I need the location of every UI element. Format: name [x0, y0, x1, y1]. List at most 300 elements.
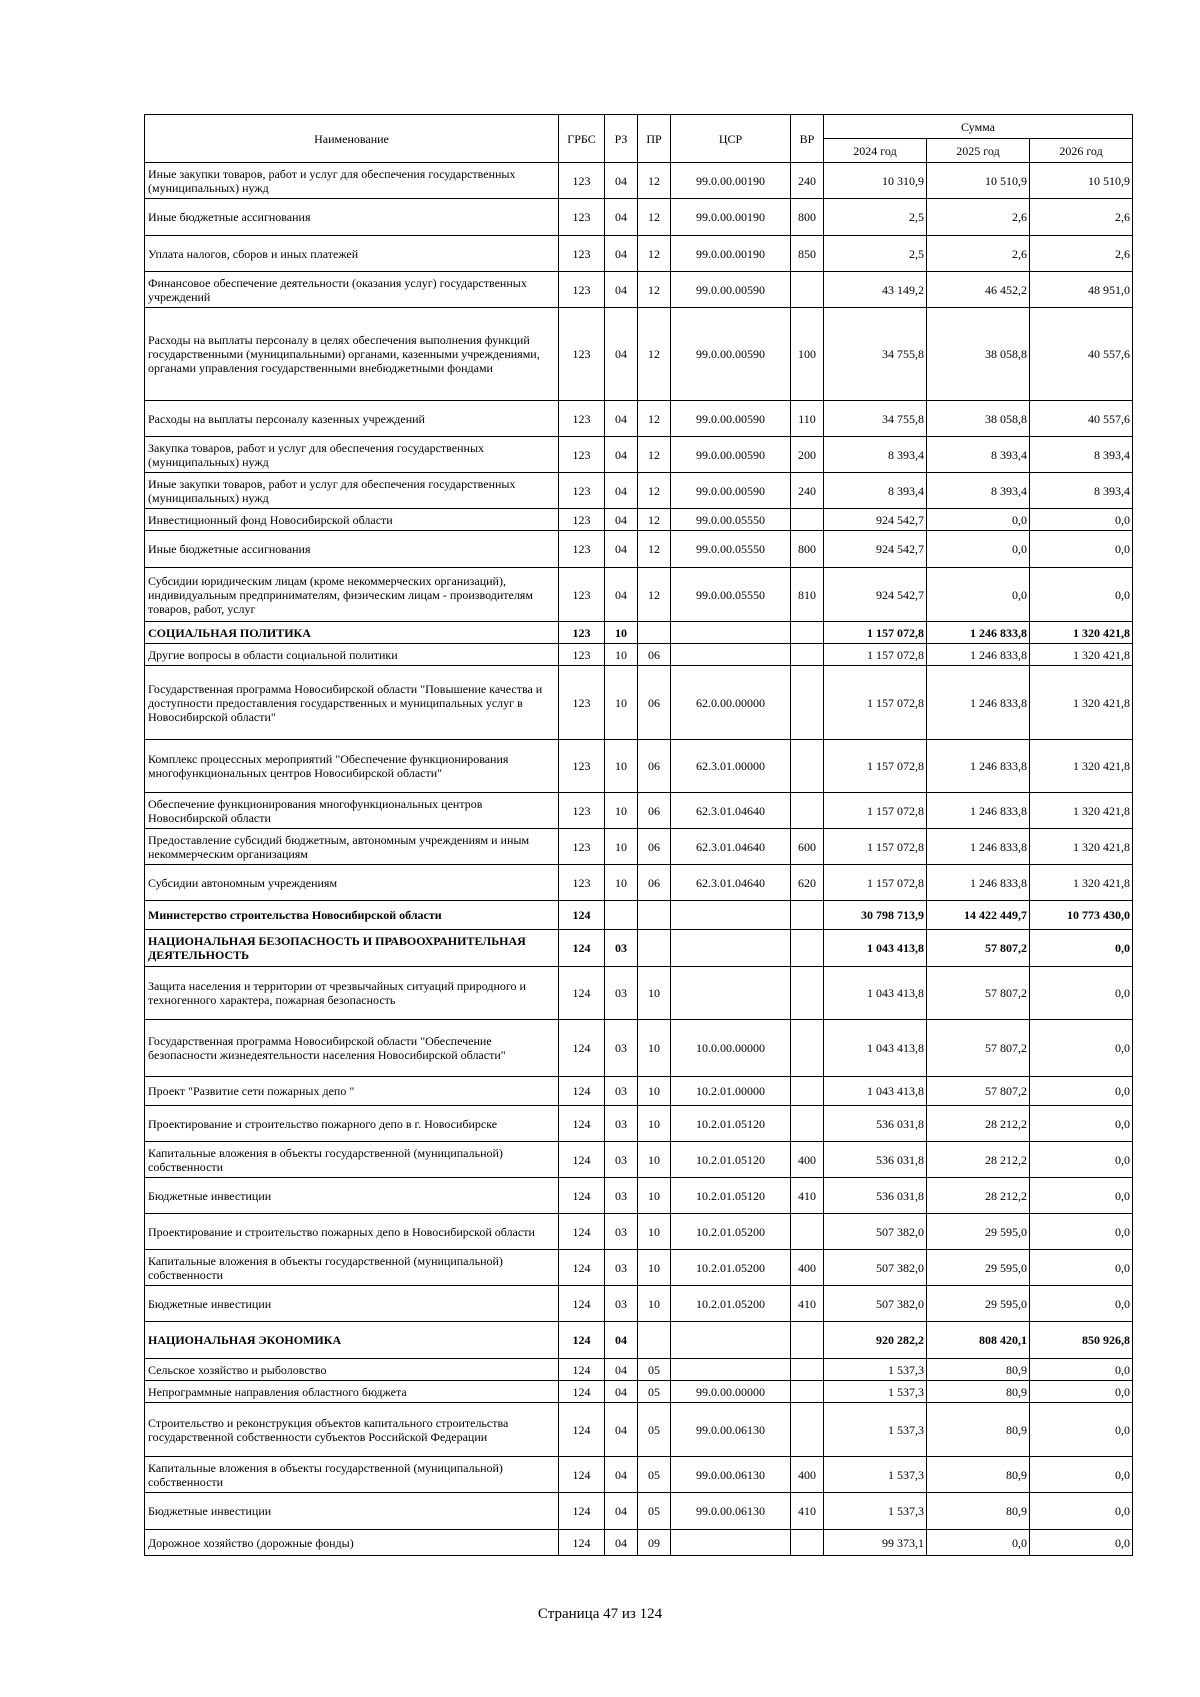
cell-name: Капитальные вложения в объекты государственной (муниципальной) собственности [145, 1457, 559, 1493]
cell-csr: 99.0.00.06130 [671, 1493, 791, 1530]
cell-s2024: 1 043 413,8 [824, 967, 927, 1020]
cell-s2024: 507 382,0 [824, 1214, 927, 1250]
cell-csr: 10.2.01.05120 [671, 1106, 791, 1142]
cell-s2026: 8 393,4 [1030, 437, 1133, 473]
cell-vr: 400 [791, 1250, 824, 1286]
cell-s2025: 80,9 [927, 1359, 1030, 1381]
cell-pr: 06 [638, 666, 671, 740]
cell-name: Бюджетные инвестиции [145, 1178, 559, 1214]
cell-pr: 10 [638, 1106, 671, 1142]
cell-s2025: 808 420,1 [927, 1322, 1030, 1359]
cell-rz: 10 [605, 622, 638, 644]
cell-s2026: 0,0 [1030, 509, 1133, 531]
table-row [145, 622, 1133, 644]
header-grbs: ГРБС [559, 115, 605, 163]
cell-name: Обеспечение функционирования многофункциональных центров Новосибирской области [145, 793, 559, 829]
cell-vr: 240 [791, 163, 824, 199]
cell-grbs: 124 [559, 1020, 605, 1077]
cell-s2025: 1 246 833,8 [927, 829, 1030, 865]
cell-s2025: 28 212,2 [927, 1178, 1030, 1214]
cell-s2025: 80,9 [927, 1403, 1030, 1457]
cell-s2025: 2,6 [927, 199, 1030, 236]
cell-s2026: 1 320 421,8 [1030, 865, 1133, 901]
cell-grbs: 124 [559, 1493, 605, 1530]
cell-csr: 99.0.00.06130 [671, 1403, 791, 1457]
cell-name: Проектирование и строительство пожарного депо в г. Новосибирске [145, 1106, 559, 1142]
cell-vr [791, 1106, 824, 1142]
cell-s2025: 80,9 [927, 1381, 1030, 1403]
header-year-2026: 2026 год [1030, 139, 1133, 163]
cell-csr: 10.2.01.05120 [671, 1178, 791, 1214]
cell-s2026: 2,6 [1030, 199, 1133, 236]
cell-name: Комплекс процессных мероприятий "Обеспечение функционирования многофункциональных центров Новосибирской области" [145, 740, 559, 793]
cell-s2024: 99 373,1 [824, 1530, 927, 1556]
cell-s2024: 1 157 072,8 [824, 740, 927, 793]
cell-s2025: 1 246 833,8 [927, 740, 1030, 793]
cell-s2024: 1 043 413,8 [824, 1077, 927, 1106]
cell-s2026: 48 951,0 [1030, 272, 1133, 308]
cell-vr [791, 1322, 824, 1359]
cell-s2025: 0,0 [927, 531, 1030, 568]
cell-csr: 99.0.00.00190 [671, 163, 791, 199]
cell-csr [671, 901, 791, 930]
cell-vr: 810 [791, 568, 824, 622]
cell-name: Министерство строительства Новосибирской области [145, 901, 559, 930]
cell-vr: 410 [791, 1286, 824, 1322]
cell-s2024: 8 393,4 [824, 437, 927, 473]
cell-s2026: 40 557,6 [1030, 308, 1133, 401]
cell-vr [791, 509, 824, 531]
cell-csr: 99.0.00.05550 [671, 568, 791, 622]
cell-csr: 99.0.00.00190 [671, 236, 791, 272]
cell-s2026: 1 320 421,8 [1030, 829, 1133, 865]
cell-csr [671, 1530, 791, 1556]
cell-name: Защита населения и территории от чрезвычайных ситуаций природного и техногенного характера, пожарная безопасность [145, 967, 559, 1020]
cell-vr: 240 [791, 473, 824, 509]
cell-vr [791, 1020, 824, 1077]
table-row [145, 163, 1133, 199]
cell-s2025: 1 246 833,8 [927, 622, 1030, 644]
cell-name: Расходы на выплаты персоналу в целях обеспечения выполнения функций государственными (муниципальными) органами, казенными учреждениями, органами управления государственными внебюджетными фондами [145, 308, 559, 401]
cell-pr: 10 [638, 1250, 671, 1286]
cell-rz: 04 [605, 272, 638, 308]
cell-vr [791, 1359, 824, 1381]
cell-pr [638, 930, 671, 967]
cell-pr: 12 [638, 437, 671, 473]
cell-pr: 12 [638, 473, 671, 509]
cell-grbs: 124 [559, 1106, 605, 1142]
cell-pr [638, 622, 671, 644]
cell-name: Расходы на выплаты персоналу казенных учреждений [145, 401, 559, 437]
cell-name: Субсидии юридическим лицам (кроме некоммерческих организаций), индивидуальным предпринимателям, физическим лицам - производителям товаров, работ, услуг [145, 568, 559, 622]
table-row [145, 236, 1133, 272]
cell-rz: 04 [605, 1359, 638, 1381]
cell-s2025: 46 452,2 [927, 272, 1030, 308]
cell-csr [671, 930, 791, 967]
cell-rz: 04 [605, 531, 638, 568]
table-row [145, 644, 1133, 666]
cell-pr: 12 [638, 401, 671, 437]
cell-s2024: 1 537,3 [824, 1381, 927, 1403]
cell-vr [791, 740, 824, 793]
table-row [145, 666, 1133, 740]
cell-csr [671, 1322, 791, 1359]
cell-s2026: 0,0 [1030, 1077, 1133, 1106]
table-row [145, 1457, 1133, 1493]
cell-pr: 10 [638, 1178, 671, 1214]
cell-pr: 05 [638, 1457, 671, 1493]
cell-name: Уплата налогов, сборов и иных платежей [145, 236, 559, 272]
cell-vr [791, 793, 824, 829]
cell-name: НАЦИОНАЛЬНАЯ ЭКОНОМИКА [145, 1322, 559, 1359]
cell-grbs: 124 [559, 901, 605, 930]
cell-rz: 10 [605, 740, 638, 793]
table-row [145, 1381, 1133, 1403]
cell-s2026: 0,0 [1030, 1020, 1133, 1077]
budget-table [144, 114, 1133, 1556]
cell-s2026: 0,0 [1030, 967, 1133, 1020]
cell-s2026: 0,0 [1030, 1106, 1133, 1142]
cell-vr: 800 [791, 531, 824, 568]
cell-grbs: 123 [559, 666, 605, 740]
cell-vr: 200 [791, 437, 824, 473]
cell-pr: 06 [638, 865, 671, 901]
cell-s2026: 0,0 [1030, 1214, 1133, 1250]
header-year-2024: 2024 год [824, 139, 927, 163]
cell-csr: 62.3.01.04640 [671, 865, 791, 901]
cell-vr: 400 [791, 1457, 824, 1493]
cell-grbs: 124 [559, 1077, 605, 1106]
cell-rz: 04 [605, 1403, 638, 1457]
cell-s2026: 0,0 [1030, 1530, 1133, 1556]
cell-s2024: 34 755,8 [824, 308, 927, 401]
cell-s2024: 1 157 072,8 [824, 865, 927, 901]
table-row [145, 1403, 1133, 1457]
page-number: Страница 47 из 124 [537, 1606, 663, 1622]
cell-name: НАЦИОНАЛЬНАЯ БЕЗОПАСНОСТЬ И ПРАВООХРАНИТЕЛЬНАЯ ДЕЯТЕЛЬНОСТЬ [145, 930, 559, 967]
cell-vr: 110 [791, 401, 824, 437]
cell-pr: 12 [638, 272, 671, 308]
cell-s2024: 8 393,4 [824, 473, 927, 509]
cell-name: Иные закупки товаров, работ и услуг для обеспечения государственных (муниципальных) нужд [145, 473, 559, 509]
cell-pr: 10 [638, 1214, 671, 1250]
cell-vr [791, 1214, 824, 1250]
cell-grbs: 124 [559, 967, 605, 1020]
cell-s2024: 1 157 072,8 [824, 666, 927, 740]
table-row [145, 1142, 1133, 1178]
cell-name: Иные бюджетные ассигнования [145, 199, 559, 236]
cell-vr [791, 1530, 824, 1556]
cell-rz: 04 [605, 568, 638, 622]
cell-s2024: 536 031,8 [824, 1142, 927, 1178]
cell-s2026: 40 557,6 [1030, 401, 1133, 437]
cell-rz: 10 [605, 829, 638, 865]
table-row [145, 1077, 1133, 1106]
cell-name: Государственная программа Новосибирской области "Повышение качества и доступности предоставления государственных и муниципальных услуг в Новосибирской области" [145, 666, 559, 740]
cell-s2024: 1 537,3 [824, 1493, 927, 1530]
cell-csr: 10.2.01.05120 [671, 1142, 791, 1178]
cell-s2026: 0,0 [1030, 930, 1133, 967]
cell-grbs: 123 [559, 644, 605, 666]
cell-grbs: 123 [559, 401, 605, 437]
cell-csr: 62.0.00.00000 [671, 666, 791, 740]
cell-s2026: 0,0 [1030, 1493, 1133, 1530]
cell-s2026: 0,0 [1030, 1178, 1133, 1214]
cell-rz: 03 [605, 1106, 638, 1142]
cell-name: Государственная программа Новосибирской области "Обеспечение безопасности жизнедеятельности населения Новосибирской области" [145, 1020, 559, 1077]
cell-rz: 04 [605, 308, 638, 401]
table-row [145, 1214, 1133, 1250]
cell-vr [791, 622, 824, 644]
header-pr: ПР [638, 115, 671, 163]
cell-rz: 04 [605, 1530, 638, 1556]
cell-rz [605, 901, 638, 930]
cell-csr: 99.0.00.00590 [671, 401, 791, 437]
cell-s2026: 0,0 [1030, 1359, 1133, 1381]
cell-rz: 04 [605, 236, 638, 272]
cell-s2025: 29 595,0 [927, 1286, 1030, 1322]
cell-csr: 62.3.01.04640 [671, 829, 791, 865]
cell-rz: 04 [605, 163, 638, 199]
cell-s2024: 1 157 072,8 [824, 622, 927, 644]
cell-pr: 05 [638, 1493, 671, 1530]
cell-s2025: 38 058,8 [927, 401, 1030, 437]
cell-s2025: 28 212,2 [927, 1106, 1030, 1142]
cell-grbs: 124 [559, 1381, 605, 1403]
cell-name: Иные бюджетные ассигнования [145, 531, 559, 568]
cell-s2024: 1 537,3 [824, 1403, 927, 1457]
cell-s2024: 924 542,7 [824, 509, 927, 531]
cell-s2025: 57 807,2 [927, 930, 1030, 967]
cell-rz: 03 [605, 1214, 638, 1250]
cell-vr: 410 [791, 1178, 824, 1214]
cell-name: Инвестиционный фонд Новосибирской области [145, 509, 559, 531]
cell-vr: 400 [791, 1142, 824, 1178]
cell-csr [671, 967, 791, 1020]
cell-grbs: 124 [559, 1359, 605, 1381]
cell-grbs: 123 [559, 793, 605, 829]
cell-pr: 12 [638, 568, 671, 622]
table-row [145, 1250, 1133, 1286]
cell-s2026: 10 773 430,0 [1030, 901, 1133, 930]
cell-s2026: 850 926,8 [1030, 1322, 1133, 1359]
cell-csr [671, 1359, 791, 1381]
cell-s2025: 28 212,2 [927, 1142, 1030, 1178]
cell-rz: 04 [605, 1322, 638, 1359]
cell-s2026: 8 393,4 [1030, 473, 1133, 509]
cell-grbs: 123 [559, 531, 605, 568]
cell-name: Бюджетные инвестиции [145, 1286, 559, 1322]
cell-s2026: 0,0 [1030, 1142, 1133, 1178]
cell-grbs: 124 [559, 930, 605, 967]
cell-vr [791, 930, 824, 967]
cell-s2025: 38 058,8 [927, 308, 1030, 401]
table-row [145, 1530, 1133, 1556]
header-name: Наименование [145, 115, 559, 163]
cell-csr: 62.3.01.00000 [671, 740, 791, 793]
table-row [145, 967, 1133, 1020]
cell-s2024: 43 149,2 [824, 272, 927, 308]
cell-name: Бюджетные инвестиции [145, 1493, 559, 1530]
cell-s2025: 57 807,2 [927, 1020, 1030, 1077]
cell-csr: 10.2.01.05200 [671, 1250, 791, 1286]
cell-s2025: 57 807,2 [927, 967, 1030, 1020]
cell-grbs: 124 [559, 1457, 605, 1493]
cell-grbs: 123 [559, 829, 605, 865]
cell-rz: 04 [605, 437, 638, 473]
cell-pr: 06 [638, 829, 671, 865]
cell-s2024: 1 157 072,8 [824, 644, 927, 666]
cell-name: Капитальные вложения в объекты государственной (муниципальной) собственности [145, 1142, 559, 1178]
cell-rz: 10 [605, 793, 638, 829]
table-row [145, 272, 1133, 308]
cell-grbs: 123 [559, 272, 605, 308]
cell-name: Сельское хозяйство и рыболовство [145, 1359, 559, 1381]
cell-pr: 10 [638, 1020, 671, 1077]
cell-grbs: 123 [559, 568, 605, 622]
cell-s2024: 2,5 [824, 199, 927, 236]
table-row [145, 1493, 1133, 1530]
cell-name: СОЦИАЛЬНАЯ ПОЛИТИКА [145, 622, 559, 644]
cell-vr: 600 [791, 829, 824, 865]
cell-grbs: 123 [559, 199, 605, 236]
table-row [145, 865, 1133, 901]
cell-s2025: 0,0 [927, 1530, 1030, 1556]
cell-vr [791, 1381, 824, 1403]
table-row [145, 509, 1133, 531]
cell-s2025: 2,6 [927, 236, 1030, 272]
cell-rz: 04 [605, 401, 638, 437]
cell-s2024: 1 043 413,8 [824, 930, 927, 967]
table-row [145, 930, 1133, 967]
cell-s2024: 507 382,0 [824, 1286, 927, 1322]
cell-csr: 10.2.01.00000 [671, 1077, 791, 1106]
cell-rz: 10 [605, 666, 638, 740]
cell-s2026: 0,0 [1030, 568, 1133, 622]
cell-s2024: 1 043 413,8 [824, 1020, 927, 1077]
header-rz: РЗ [605, 115, 638, 163]
cell-csr: 10.0.00.00000 [671, 1020, 791, 1077]
header-csr: ЦСР [671, 115, 791, 163]
cell-rz: 03 [605, 1178, 638, 1214]
budget-table-container [144, 114, 1132, 1556]
table-row [145, 199, 1133, 236]
cell-s2026: 0,0 [1030, 1250, 1133, 1286]
cell-s2025: 29 595,0 [927, 1250, 1030, 1286]
cell-grbs: 124 [559, 1142, 605, 1178]
cell-pr: 06 [638, 793, 671, 829]
cell-s2025: 8 393,4 [927, 437, 1030, 473]
cell-csr: 99.0.00.05550 [671, 509, 791, 531]
cell-s2024: 507 382,0 [824, 1250, 927, 1286]
cell-grbs: 124 [559, 1403, 605, 1457]
table-row [145, 793, 1133, 829]
cell-s2024: 924 542,7 [824, 531, 927, 568]
cell-name: Дорожное хозяйство (дорожные фонды) [145, 1530, 559, 1556]
cell-s2024: 30 798 713,9 [824, 901, 927, 930]
cell-s2026: 1 320 421,8 [1030, 740, 1133, 793]
cell-rz: 04 [605, 199, 638, 236]
cell-vr [791, 967, 824, 1020]
cell-pr: 09 [638, 1530, 671, 1556]
cell-csr: 99.0.00.00190 [671, 199, 791, 236]
cell-grbs: 123 [559, 865, 605, 901]
cell-pr: 06 [638, 740, 671, 793]
table-row [145, 308, 1133, 401]
cell-s2025: 80,9 [927, 1457, 1030, 1493]
cell-name: Иные закупки товаров, работ и услуг для обеспечения государственных (муниципальных) нужд [145, 163, 559, 199]
cell-csr: 10.2.01.05200 [671, 1286, 791, 1322]
cell-pr: 12 [638, 236, 671, 272]
cell-s2026: 0,0 [1030, 1403, 1133, 1457]
cell-s2025: 1 246 833,8 [927, 666, 1030, 740]
cell-pr: 05 [638, 1403, 671, 1457]
cell-pr: 12 [638, 531, 671, 568]
cell-pr: 06 [638, 644, 671, 666]
cell-s2025: 57 807,2 [927, 1077, 1030, 1106]
cell-vr [791, 1403, 824, 1457]
cell-csr: 99.0.00.00590 [671, 437, 791, 473]
cell-pr: 05 [638, 1381, 671, 1403]
cell-csr: 99.0.00.00590 [671, 308, 791, 401]
cell-vr: 850 [791, 236, 824, 272]
table-row [145, 1286, 1133, 1322]
cell-s2025: 0,0 [927, 509, 1030, 531]
cell-s2025: 10 510,9 [927, 163, 1030, 199]
cell-name: Проект "Развитие сети пожарных депо " [145, 1077, 559, 1106]
cell-grbs: 123 [559, 622, 605, 644]
cell-s2024: 34 755,8 [824, 401, 927, 437]
cell-rz: 04 [605, 1457, 638, 1493]
cell-vr [791, 901, 824, 930]
cell-name: Другие вопросы в области социальной политики [145, 644, 559, 666]
cell-rz: 04 [605, 1381, 638, 1403]
cell-vr: 620 [791, 865, 824, 901]
cell-s2025: 14 422 449,7 [927, 901, 1030, 930]
table-row [145, 531, 1133, 568]
cell-pr: 10 [638, 1286, 671, 1322]
cell-s2026: 0,0 [1030, 1286, 1133, 1322]
cell-csr: 99.0.00.06130 [671, 1457, 791, 1493]
cell-name: Субсидии автономным учреждениям [145, 865, 559, 901]
cell-rz: 03 [605, 1020, 638, 1077]
cell-s2026: 0,0 [1030, 1457, 1133, 1493]
cell-s2024: 924 542,7 [824, 568, 927, 622]
cell-pr: 05 [638, 1359, 671, 1381]
cell-grbs: 123 [559, 473, 605, 509]
cell-s2024: 2,5 [824, 236, 927, 272]
cell-name: Закупка товаров, работ и услуг для обеспечения государственных (муниципальных) нужд [145, 437, 559, 473]
cell-name: Капитальные вложения в объекты государственной (муниципальной) собственности [145, 1250, 559, 1286]
cell-name: Предоставление субсидий бюджетным, автономным учреждениям и иным некоммерческим организациям [145, 829, 559, 865]
table-row [145, 1106, 1133, 1142]
cell-pr [638, 901, 671, 930]
cell-vr: 800 [791, 199, 824, 236]
table-row [145, 829, 1133, 865]
cell-grbs: 123 [559, 163, 605, 199]
cell-vr [791, 666, 824, 740]
cell-rz: 03 [605, 1286, 638, 1322]
cell-grbs: 124 [559, 1286, 605, 1322]
cell-rz: 03 [605, 930, 638, 967]
table-row [145, 401, 1133, 437]
cell-s2024: 1 537,3 [824, 1457, 927, 1493]
cell-pr: 12 [638, 163, 671, 199]
cell-csr: 99.0.00.00590 [671, 473, 791, 509]
table-row [145, 473, 1133, 509]
cell-grbs: 124 [559, 1214, 605, 1250]
cell-csr [671, 644, 791, 666]
